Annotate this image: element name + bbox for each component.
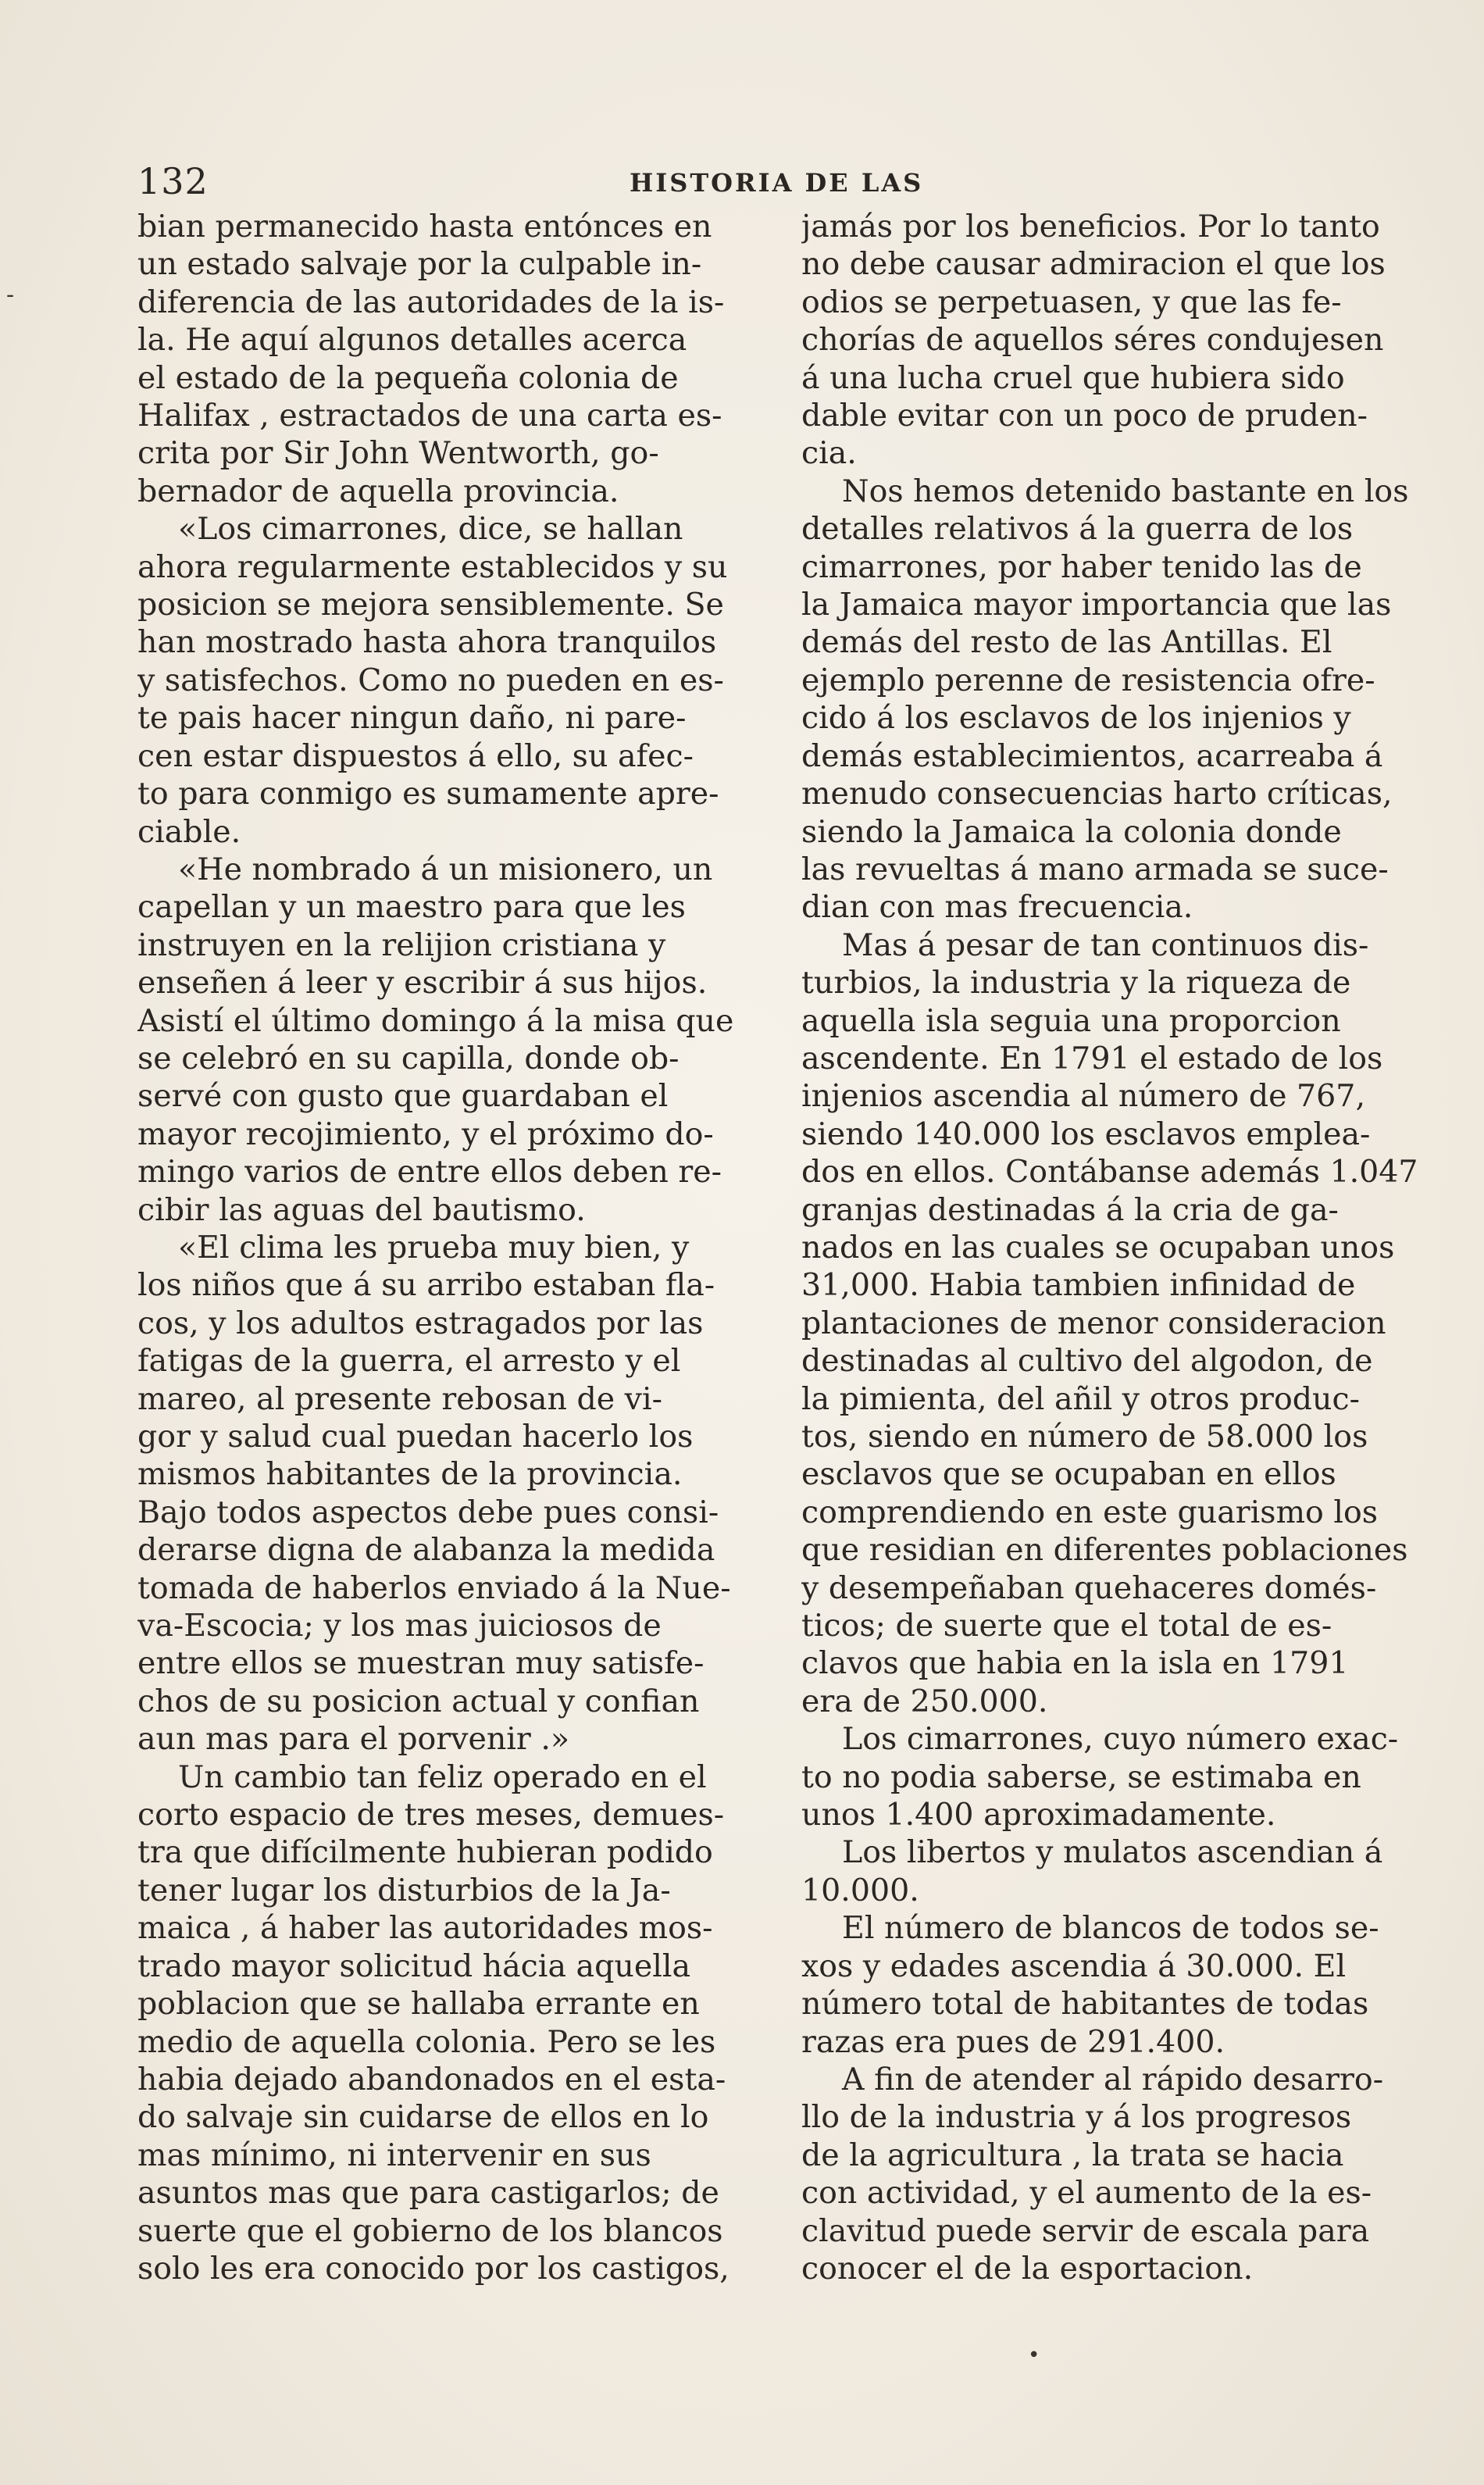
- text-line: bernador de aquella provincia.: [137, 473, 619, 509]
- margin-speck: -: [6, 281, 15, 309]
- text-line: un estado salvaje por la culpable in-: [137, 246, 702, 283]
- text-line: tomada de haberlos enviado á la Nue-: [137, 1569, 731, 1606]
- text-line: medio de aquella colonia. Pero se les: [137, 2023, 716, 2060]
- text-line: el estado de la pequeña colonia de: [137, 359, 679, 396]
- text-line: y desempeñaban quehaceres domés-: [801, 1569, 1377, 1606]
- left-text-column: [137, 208, 764, 2287]
- page-number: 132: [137, 160, 209, 202]
- text-line: A fin de atender al rápido desarro-: [842, 2061, 1384, 2098]
- text-line: «Los cimarrones, dice, se hallan: [178, 511, 683, 548]
- text-line: clavos que habia en la isla en 1791: [801, 1645, 1349, 1682]
- text-line: tos, siendo en número de 58.000 los: [801, 1419, 1368, 1455]
- text-line: poblacion que se hallaba errante en: [137, 1986, 700, 2023]
- text-line: crita por Sir John Wentworth, go-: [137, 435, 659, 472]
- text-line: dable evitar con un poco de pruden-: [801, 398, 1368, 434]
- text-line: fatigas de la guerra, el arresto y el: [137, 1343, 681, 1380]
- text-line: maica , á haber las autoridades mos-: [137, 1910, 713, 1947]
- text-line: ciable.: [137, 813, 241, 850]
- text-line: detalles relativos á la guerra de los: [801, 511, 1354, 548]
- text-line: tra que difícilmente hubieran podido: [137, 1834, 713, 1871]
- running-title: HISTORIA DE LAS: [630, 168, 924, 198]
- text-line: á una lucha cruel que hubiera sido: [801, 359, 1345, 396]
- text-line: habia dejado abandonados en el esta-: [137, 2061, 726, 2098]
- text-line: mingo varios de entre ellos deben re-: [137, 1154, 722, 1191]
- text-line: tener lugar los disturbios de la Ja-: [137, 1872, 671, 1908]
- text-line: Mas á pesar de tan continuos dis-: [842, 927, 1369, 963]
- text-line: clavitud puede servir de escala para: [801, 2212, 1370, 2249]
- text-line: la pimienta, del añil y otros produc-: [801, 1380, 1360, 1417]
- text-line: dian con mas frecuencia.: [801, 889, 1193, 926]
- text-line: 31,000. Habia tambien infinidad de: [801, 1267, 1356, 1304]
- text-line: xos y edades ascendia á 30.000. El: [801, 1948, 1347, 1984]
- text-line: do salvaje sin cuidarse de ellos en lo: [137, 2099, 709, 2136]
- text-line: y satisfechos. Como no pueden en es-: [137, 662, 724, 698]
- text-line: to no podia saberse, se estimaba en: [801, 1758, 1361, 1795]
- text-line: comprendiendo en este guarismo los: [801, 1494, 1379, 1530]
- text-line: corto espacio de tres meses, demues-: [137, 1797, 725, 1833]
- text-line: 10.000.: [801, 1872, 919, 1908]
- text-line: con actividad, y el aumento de la es-: [801, 2175, 1372, 2212]
- text-line: mas mínimo, ni intervenir en sus: [137, 2137, 651, 2173]
- text-line: instruyen en la relijion cristiana y: [137, 927, 666, 963]
- text-line: conocer el de la esportacion.: [801, 2250, 1254, 2287]
- text-line: solo les era conocido por los castigos,: [137, 2250, 730, 2287]
- text-line: dos en ellos. Contábanse además 1.047: [801, 1154, 1418, 1191]
- text-line: posicion se mejora sensiblemente. Se: [137, 587, 724, 623]
- text-line: siendo 140.000 los esclavos emplea-: [801, 1116, 1371, 1152]
- text-line: esclavos que se ocupaban en ellos: [801, 1456, 1336, 1493]
- text-line: demás del resto de las Antillas. El: [801, 624, 1332, 661]
- text-line: te pais hacer ningun daño, ni pare-: [137, 700, 687, 737]
- text-line: menudo consecuencias harto críticas,: [801, 776, 1393, 812]
- text-line: ejemplo perenne de resistencia ofre-: [801, 662, 1375, 698]
- text-line: han mostrado hasta ahora tranquilos: [137, 624, 717, 661]
- text-line: mismos habitantes de la provincia.: [137, 1456, 683, 1493]
- text-line: cido á los esclavos de los injenios y: [801, 700, 1351, 737]
- text-line: Bajo todos aspectos debe pues consi-: [137, 1494, 719, 1530]
- text-line: va-Escocia; y los mas juiciosos de: [137, 1608, 662, 1644]
- bullet-mark: •: [1028, 2344, 1040, 2367]
- text-line: demás establecimientos, acarreaba á: [801, 737, 1383, 774]
- text-line: no debe causar admiracion el que los: [801, 246, 1386, 283]
- text-line: Asistí el último domingo á la misa que: [137, 1002, 734, 1039]
- text-line: to para conmigo es sumamente apre-: [137, 776, 719, 812]
- page-header: [137, 160, 1426, 207]
- text-line: derarse digna de alabanza la medida: [137, 1532, 715, 1569]
- text-line: siendo la Jamaica la colonia donde: [801, 813, 1342, 850]
- text-line: número total de habitantes de todas: [801, 1986, 1369, 2023]
- text-line: la Jamaica mayor importancia que las: [801, 587, 1392, 623]
- text-line: El número de blancos de todos se-: [842, 1910, 1379, 1947]
- text-line: enseñen á leer y escribir á sus hijos.: [137, 965, 708, 1001]
- text-line: chorías de aquellos séres condujesen: [801, 322, 1384, 359]
- text-line: chos de su posicion actual y confian: [137, 1683, 700, 1719]
- text-line: ascendente. En 1791 el estado de los: [801, 1040, 1383, 1076]
- text-line: cos, y los adultos estragados por las: [137, 1305, 704, 1341]
- text-line: nados en las cuales se ocupaban unos: [801, 1229, 1395, 1266]
- text-line: plantaciones de menor consideracion: [801, 1305, 1386, 1341]
- text-line: granjas destinadas á la cria de ga-: [801, 1191, 1339, 1228]
- text-line: cibir las aguas del bautismo.: [137, 1191, 586, 1228]
- text-line: «El clima les prueba muy bien, y: [178, 1229, 690, 1266]
- text-line: injenios ascendia al número de 767,: [801, 1078, 1365, 1115]
- text-line: unos 1.400 aproximadamente.: [801, 1797, 1276, 1833]
- text-line: mareo, al presente rebosan de vi-: [137, 1380, 662, 1417]
- text-line: jamás por los beneficios. Por lo tanto: [801, 209, 1380, 245]
- text-line: cia.: [801, 435, 857, 472]
- text-line: la. He aquí algunos detalles acerca: [137, 322, 687, 359]
- text-line: que residian en diferentes poblaciones: [801, 1532, 1408, 1569]
- right-text-column: [801, 208, 1422, 2287]
- text-line: gor y salud cual puedan hacerlo los: [137, 1419, 694, 1455]
- text-line: llo de la industria y á los progresos: [801, 2099, 1352, 2136]
- text-line: los niños que á su arribo estaban fla-: [137, 1267, 715, 1304]
- text-line: ticos; de suerte que el total de es-: [801, 1608, 1332, 1644]
- text-line: aquella isla seguia una proporcion: [801, 1002, 1341, 1039]
- text-line: aun mas para el porvenir .»: [137, 1721, 570, 1758]
- text-line: asuntos mas que para castigarlos; de: [137, 2175, 719, 2212]
- text-line: bian permanecido hasta entónces en: [137, 209, 712, 245]
- text-line: cen estar dispuestos á ello, su afec-: [137, 737, 694, 774]
- text-line: trado mayor solicitud hácia aquella: [137, 1948, 691, 1984]
- text-line: ahora regularmente establecidos y su: [137, 548, 728, 585]
- text-line: destinadas al cultivo del algodon, de: [801, 1343, 1373, 1380]
- text-line: «He nombrado á un misionero, un: [178, 851, 713, 887]
- text-line: de la agricultura , la trata se hacia: [801, 2137, 1344, 2173]
- text-line: Los libertos y mulatos ascendian á: [842, 1834, 1383, 1871]
- text-line: Nos hemos detenido bastante en los: [842, 473, 1409, 509]
- text-line: razas era pues de 291.400.: [801, 2023, 1225, 2060]
- text-line: suerte que el gobierno de los blancos: [137, 2212, 723, 2249]
- text-line: odios se perpetuasen, y que las fe-: [801, 284, 1342, 320]
- text-line: capellan y un maestro para que les: [137, 889, 686, 926]
- text-line: Los cimarrones, cuyo número exac-: [842, 1721, 1399, 1758]
- text-line: turbios, la industria y la riqueza de: [801, 965, 1351, 1001]
- text-line: Un cambio tan feliz operado en el: [178, 1758, 707, 1795]
- text-line: las revueltas á mano armada se suce-: [801, 851, 1389, 887]
- text-line: era de 250.000.: [801, 1683, 1048, 1719]
- text-line: Halifax , estractados de una carta es-: [137, 398, 722, 434]
- text-line: servé con gusto que guardaban el: [137, 1078, 669, 1115]
- text-line: diferencia de las autoridades de la is-: [137, 284, 725, 320]
- text-line: se celebró en su capilla, donde ob-: [137, 1040, 680, 1076]
- text-line: cimarrones, por haber tenido las de: [801, 548, 1362, 585]
- text-line: mayor recojimiento, y el próximo do-: [137, 1116, 714, 1152]
- text-line: entre ellos se muestran muy satisfe-: [137, 1645, 705, 1682]
